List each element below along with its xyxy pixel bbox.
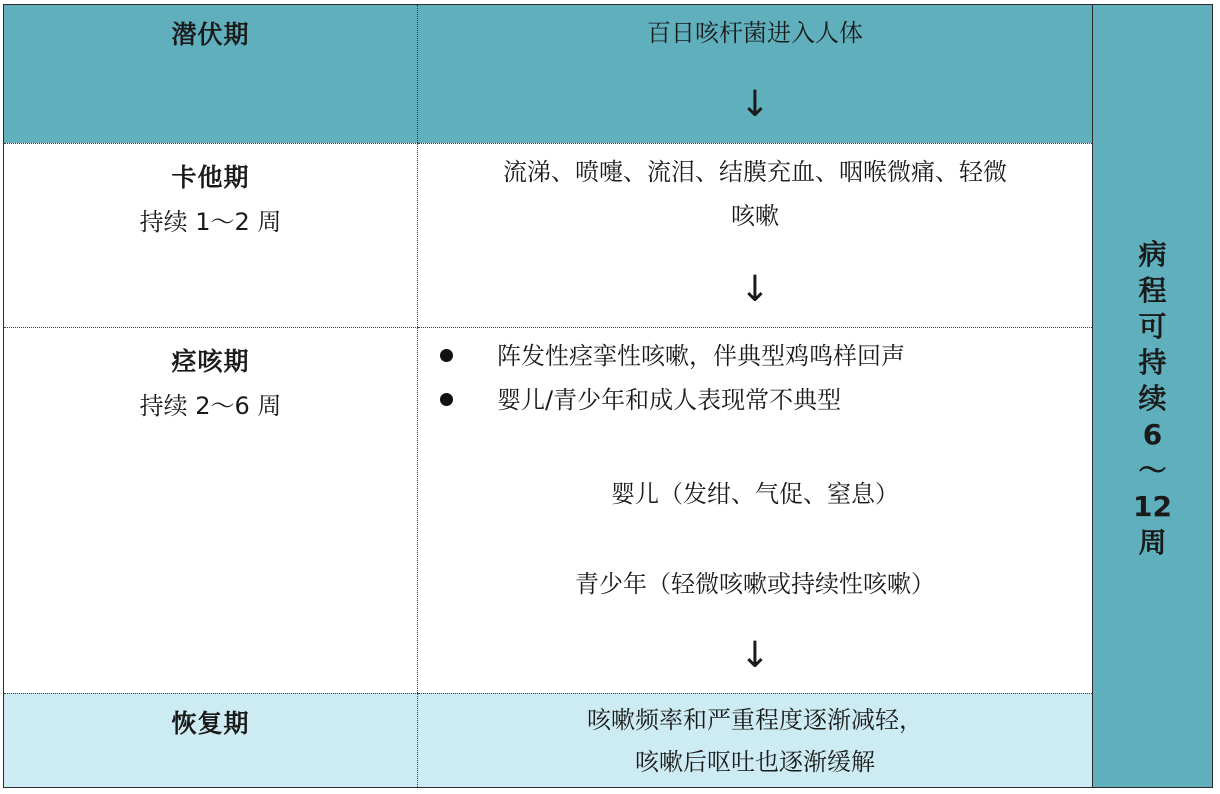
bullet-item: [440, 378, 1082, 422]
down-arrow-icon: ↓: [739, 84, 771, 125]
desc-cell-paroxysmal: [418, 327, 1092, 693]
side-char: 12: [1133, 490, 1172, 523]
stage-duration-paroxysmal: 持续 2～6 周: [139, 392, 282, 420]
stage-cell-convalescent: [4, 693, 418, 787]
convalescent-description-line2: 咳嗽后呕吐也逐渐缓解: [635, 748, 875, 776]
stage-name-convalescent: 恢复期: [171, 709, 250, 738]
desc-cell-catarrhal: [418, 143, 1092, 327]
catarrhal-description-line2: 咳嗽: [731, 202, 779, 230]
adolescent-presentation: 青少年（轻微咳嗽或持续性咳嗽）: [575, 570, 935, 598]
stage-duration-catarrhal: 持续 1～2 周: [139, 208, 282, 236]
infant-presentation: 婴儿（发绀、气促、窒息）: [611, 480, 899, 508]
side-char: 病: [1138, 238, 1167, 271]
bullet-text: 阵发性痉挛性咳嗽，伴典型鸡鸣样回声: [497, 342, 905, 370]
desc-cell-convalescent: [418, 693, 1092, 787]
down-arrow-icon: ↓: [739, 269, 771, 310]
side-char: 续: [1138, 382, 1167, 415]
stage-cell-paroxysmal: [4, 327, 418, 693]
stage-name-paroxysmal: 痉咳期: [171, 347, 250, 376]
side-char: 可: [1138, 310, 1167, 343]
bullet-icon: [440, 393, 453, 406]
course-duration-column: [1092, 5, 1212, 787]
stage-cell-incubation: [4, 5, 418, 143]
bullet-text: 婴儿/青少年和成人表现常不典型: [497, 386, 842, 414]
bullet-icon: [440, 349, 453, 362]
convalescent-description-line1: 咳嗽频率和严重程度逐渐减轻，: [587, 706, 923, 734]
pertussis-course-table: [3, 4, 1213, 788]
down-arrow-icon: ↓: [739, 635, 771, 676]
course-duration-label: [1093, 237, 1212, 561]
side-char: 持: [1138, 346, 1167, 379]
side-char: 6: [1142, 418, 1163, 451]
catarrhal-description-line1: 流涕、喷嚏、流泪、结膜充血、咽喉微痛、轻微: [503, 158, 1007, 186]
desc-cell-incubation: [418, 5, 1092, 143]
stage-cell-catarrhal: [4, 143, 418, 327]
stage-name-catarrhal: 卡他期: [171, 163, 250, 192]
stage-name-incubation: 潜伏期: [171, 20, 250, 49]
side-char: 程: [1138, 274, 1167, 307]
bullet-item: [440, 334, 1082, 378]
side-char: ～: [1138, 454, 1167, 487]
incubation-description: 百日咳杆菌进入人体: [647, 19, 863, 47]
side-char: 周: [1138, 526, 1167, 559]
